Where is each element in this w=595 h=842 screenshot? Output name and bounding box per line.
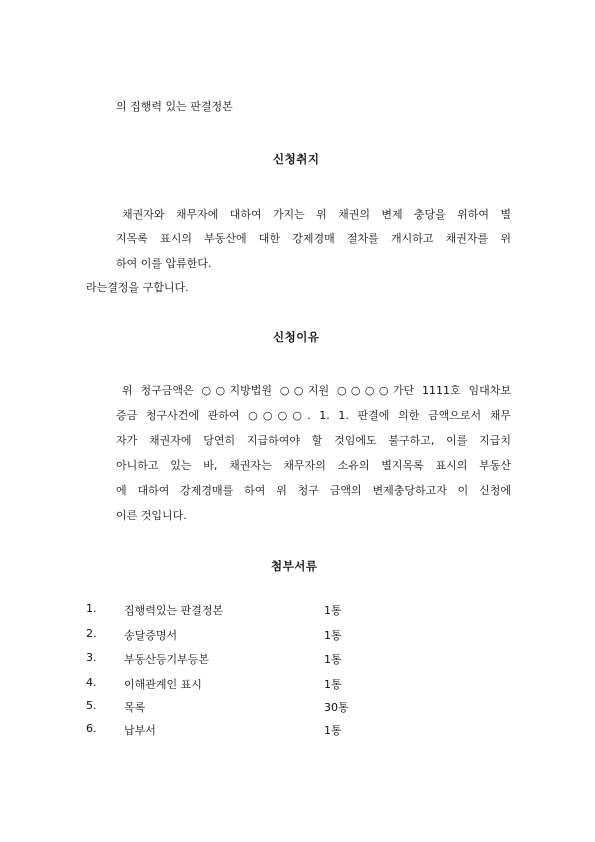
attachment-name: 부동산등기부등본 [124,653,210,666]
attachment-item [0,651,595,667]
reason-line-5: 에 대하여 강제경매를 하여 위 청구 금액의 변제충당하고자 이 신청에 [116,484,511,497]
attachment-number: 2. [86,627,97,640]
attachment-item [0,602,595,618]
attachment-name: 납부서 [124,724,156,737]
attachment-number: 5. [86,699,97,712]
attachment-item [0,676,595,692]
attachment-number: 3. [86,651,97,664]
attachment-number: 1. [86,602,97,615]
attachment-quantity: 1통 [324,653,342,666]
attachment-name: 목록 [124,701,146,714]
attachment-quantity: 1통 [324,678,342,691]
purpose-line-3: 하여 이를 압류한다. [116,257,212,270]
attachment-quantity: 1통 [324,604,342,617]
attachment-name: 집행력있는 판결정본 [124,604,224,617]
attachment-name: 송달증명서 [124,629,178,642]
purpose-line-2: 지목록 표시의 부동산에 대한 강제경매 절차를 개시하고 채권자를 위 [116,232,511,245]
purpose-heading: 신청취지 [273,152,320,166]
purpose-line-1: 채권자와 채무자에 대하여 가지는 위 채권의 변제 충당을 위하여 별 [122,208,511,221]
attachment-name: 이해관계인 표시 [124,678,202,691]
reason-heading: 신청이유 [273,330,320,344]
reason-line-2: 증금 청구사건에 관하여 ○○○○. 1. 1. 판결에 의한 금액으로서 채무 [116,409,511,422]
attachment-number: 4. [86,676,97,689]
attachments-heading: 첨부서류 [271,559,318,573]
decision-line: 라는결정을 구합니다. [86,281,189,294]
attachment-item [0,699,595,715]
reason-line-3: 자가 채권자에 당연히 지급하여야 할 것임에도 불구하고, 이를 지급치 [116,434,511,447]
intro-tail-text: 의 집행력 있는 판결정본 [116,100,233,113]
attachment-item [0,627,595,643]
attachment-quantity: 30통 [324,701,349,714]
attachment-item [0,722,595,738]
attachment-quantity: 1통 [324,629,342,642]
reason-line-4: 아니하고 있는 바, 채권자는 채무자의 소유의 별지목록 표시의 부동산 [116,459,511,472]
attachment-quantity: 1통 [324,724,342,737]
reason-line-6: 이른 것입니다. [116,509,187,522]
attachment-number: 6. [86,722,97,735]
reason-line-1: 위 청구금액은 ○○지방법원 ○○지원 ○○○○가단 1111호 임대차보 [122,384,511,397]
